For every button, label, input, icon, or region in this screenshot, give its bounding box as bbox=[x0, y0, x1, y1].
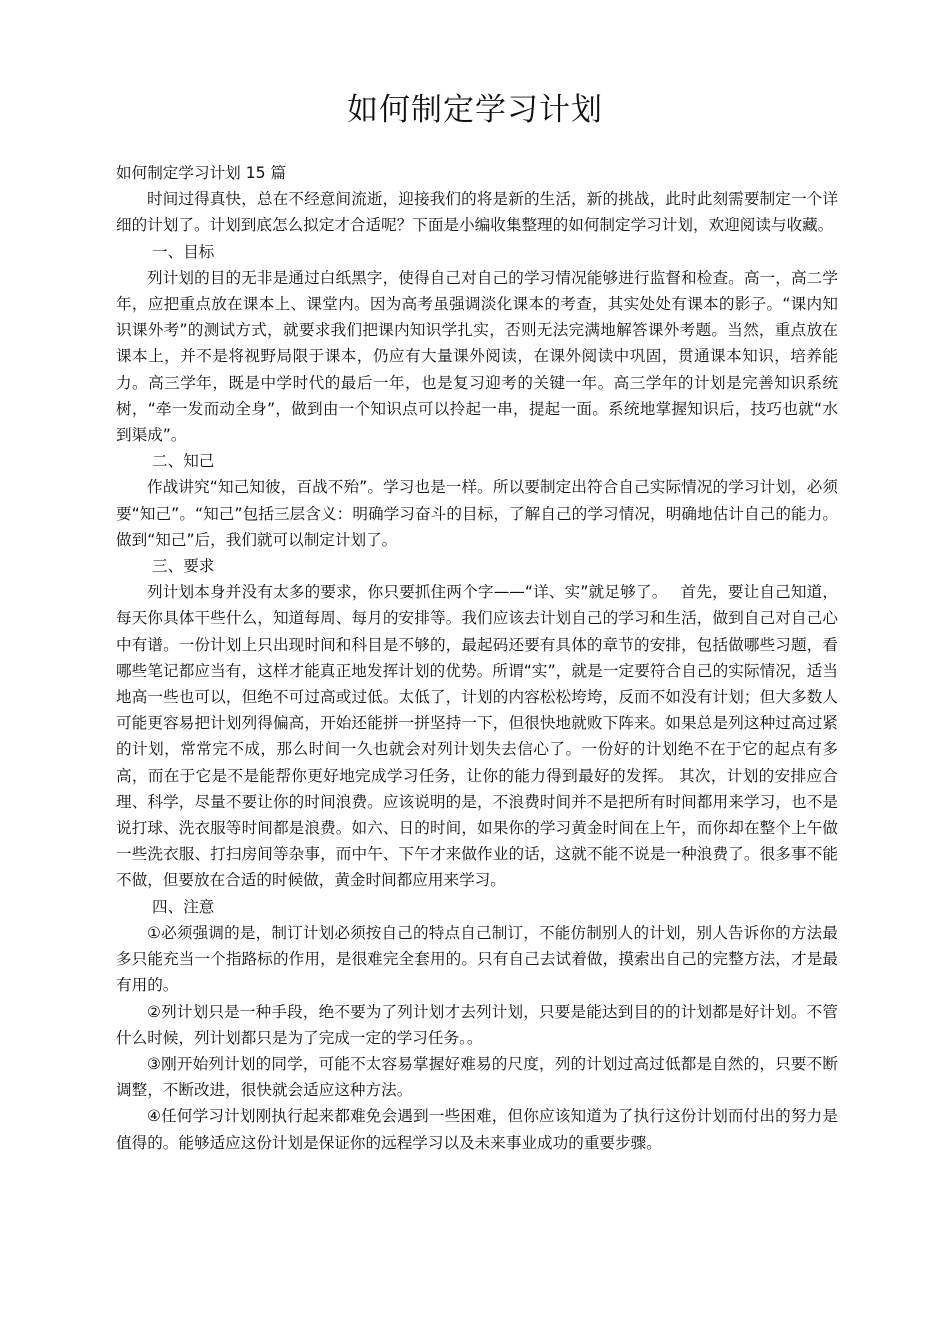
document-title: 如何制定学习计划 bbox=[347, 92, 603, 128]
document-subtitle: 如何制定学习计划 15 篇 bbox=[116, 164, 287, 182]
note-item-4: ④任何学习计划刚执行起来都难免会遇到一些困难，但你应该知道为了执行这份计划而付出的努力是值得的。能够适应这份计划是保证你的远程学习以及未来事业成功的重要步骤。 bbox=[116, 1107, 838, 1152]
note-item-1: ①必须强调的是，制订计划必须按自己的特点自己制订，不能仿制别人的计划，别人告诉你的方法最多只能充当一个指路标的作用，是很难完全套用的。只有自己去试着做，摸索出自己的完整方法，才是最有用的。 bbox=[116, 923, 838, 995]
note-item-2: ②列计划只是一种手段，绝不要为了列计划才去列计划，只要是能达到目的的计划都是好计划。不管什么时候，列计划都只是为了完成一定的学习任务。。 bbox=[116, 1002, 838, 1047]
section-heading-requirements: 三、要求 bbox=[152, 557, 215, 576]
section-heading-notes: 四、注意 bbox=[152, 897, 215, 916]
requirements-paragraph: 列计划本身并没有太多的要求，你只要抓住两个字——“详、实”就足够了。 首先，要让自己知道，每天你具体干些什么，知道每周、每月的安排等。我们应该去计划自己的学习和生活，做到自己对自己心中有谱。一份计划上只出现时间和科目是不够的，最起码还要有具体的章节的安排，包括做哪些习题，看哪些笔记都应当有，这样才能真正地发挥计划的优势。所谓“实”，就是一定要符合自己的实际情况，适当地高一些也可以，但绝不可过高或过低。太低了，计划的内容松松垮垮，反而不如没有计划；但大多数人可能更容易把计划列得偏高，开始还能拼一拼坚持一下，但很快地就败下阵来。如果总是列这种过高过紧的计划，常常完不成，那么时间一久也就会对列计划失去信心了。一份好的计划绝不在于它的起点有多高，而在于它是不是能帮你更好地完成学习任务，让你的能力得到最好的发挥。 其次，计划的安排应合理、科学，尽量不要让你的时间浪费。应该说明的是，不浪费时间并不是把所有时间都用来学习，也不是说打球、洗衣服等时间都是浪费。如六、日的时间，如果你的学习黄金时间在上午，而你却在整个上午做一些洗衣服、打扫房间等杂事，而中午、下午才来做作业的话，这就不能不说是一种浪费了。很多事不能不做，但要放在合适的时候做，黄金时间都应用来学习。 bbox=[116, 583, 838, 890]
note-item-3: ③刚开始列计划的同学，可能不太容易掌握好难易的尺度，列的计划过高过低都是自然的，只要不断调整，不断改进，很快就会适应这种方法。 bbox=[116, 1054, 838, 1100]
goal-paragraph: 列计划的目的无非是通过白纸黑字，使得自己对自己的学习情况能够进行监督和检查。高一，高二学年，应把重点放在课本上、课堂内。因为高考虽强调淡化课本的考查，其实处处有课本的影子。“课内知识课外考”的测试方式，就要求我们把课内知识学扎实，否则无法完满地解答课外考题。当然，重点放在课本上，并不是将视野局限于课本，仍应有大量课外阅读，在课外阅读中巩固，贯通课本知识，培养能力。高三学年，既是中学时代的最后一年，也是复习迎考的关键一年。高三学年的计划是完善知识系统树，“牵一发而动全身”，做到由一个知识点可以拎起一串，提起一面。系统地掌握知识后，技巧也就“水到渠成”。 bbox=[116, 268, 838, 445]
section-heading-know-yourself: 二、知己 bbox=[152, 452, 215, 471]
intro-paragraph: 时间过得真快，总在不经意间流逝，迎接我们的将是新的生活，新的挑战，此时此刻需要制定一个详细的计划了。计划到底怎么拟定才合适呢？下面是小编收集整理的如何制定学习计划，欢迎阅读与收藏。 bbox=[116, 190, 838, 235]
know-yourself-paragraph: 作战讲究“知己知彼，百战不殆”。学习也是一样。所以要制定出符合自己实际情况的学习计划，必须要“知己”。“知己”包括三层含义：明确学习奋斗的目标，了解自己的学习情况，明确地估计自己的能力。做到“知己”后，我们就可以制定计划了。 bbox=[116, 478, 838, 549]
section-heading-goal: 一、目标 bbox=[152, 242, 215, 261]
document-body bbox=[116, 160, 838, 1156]
